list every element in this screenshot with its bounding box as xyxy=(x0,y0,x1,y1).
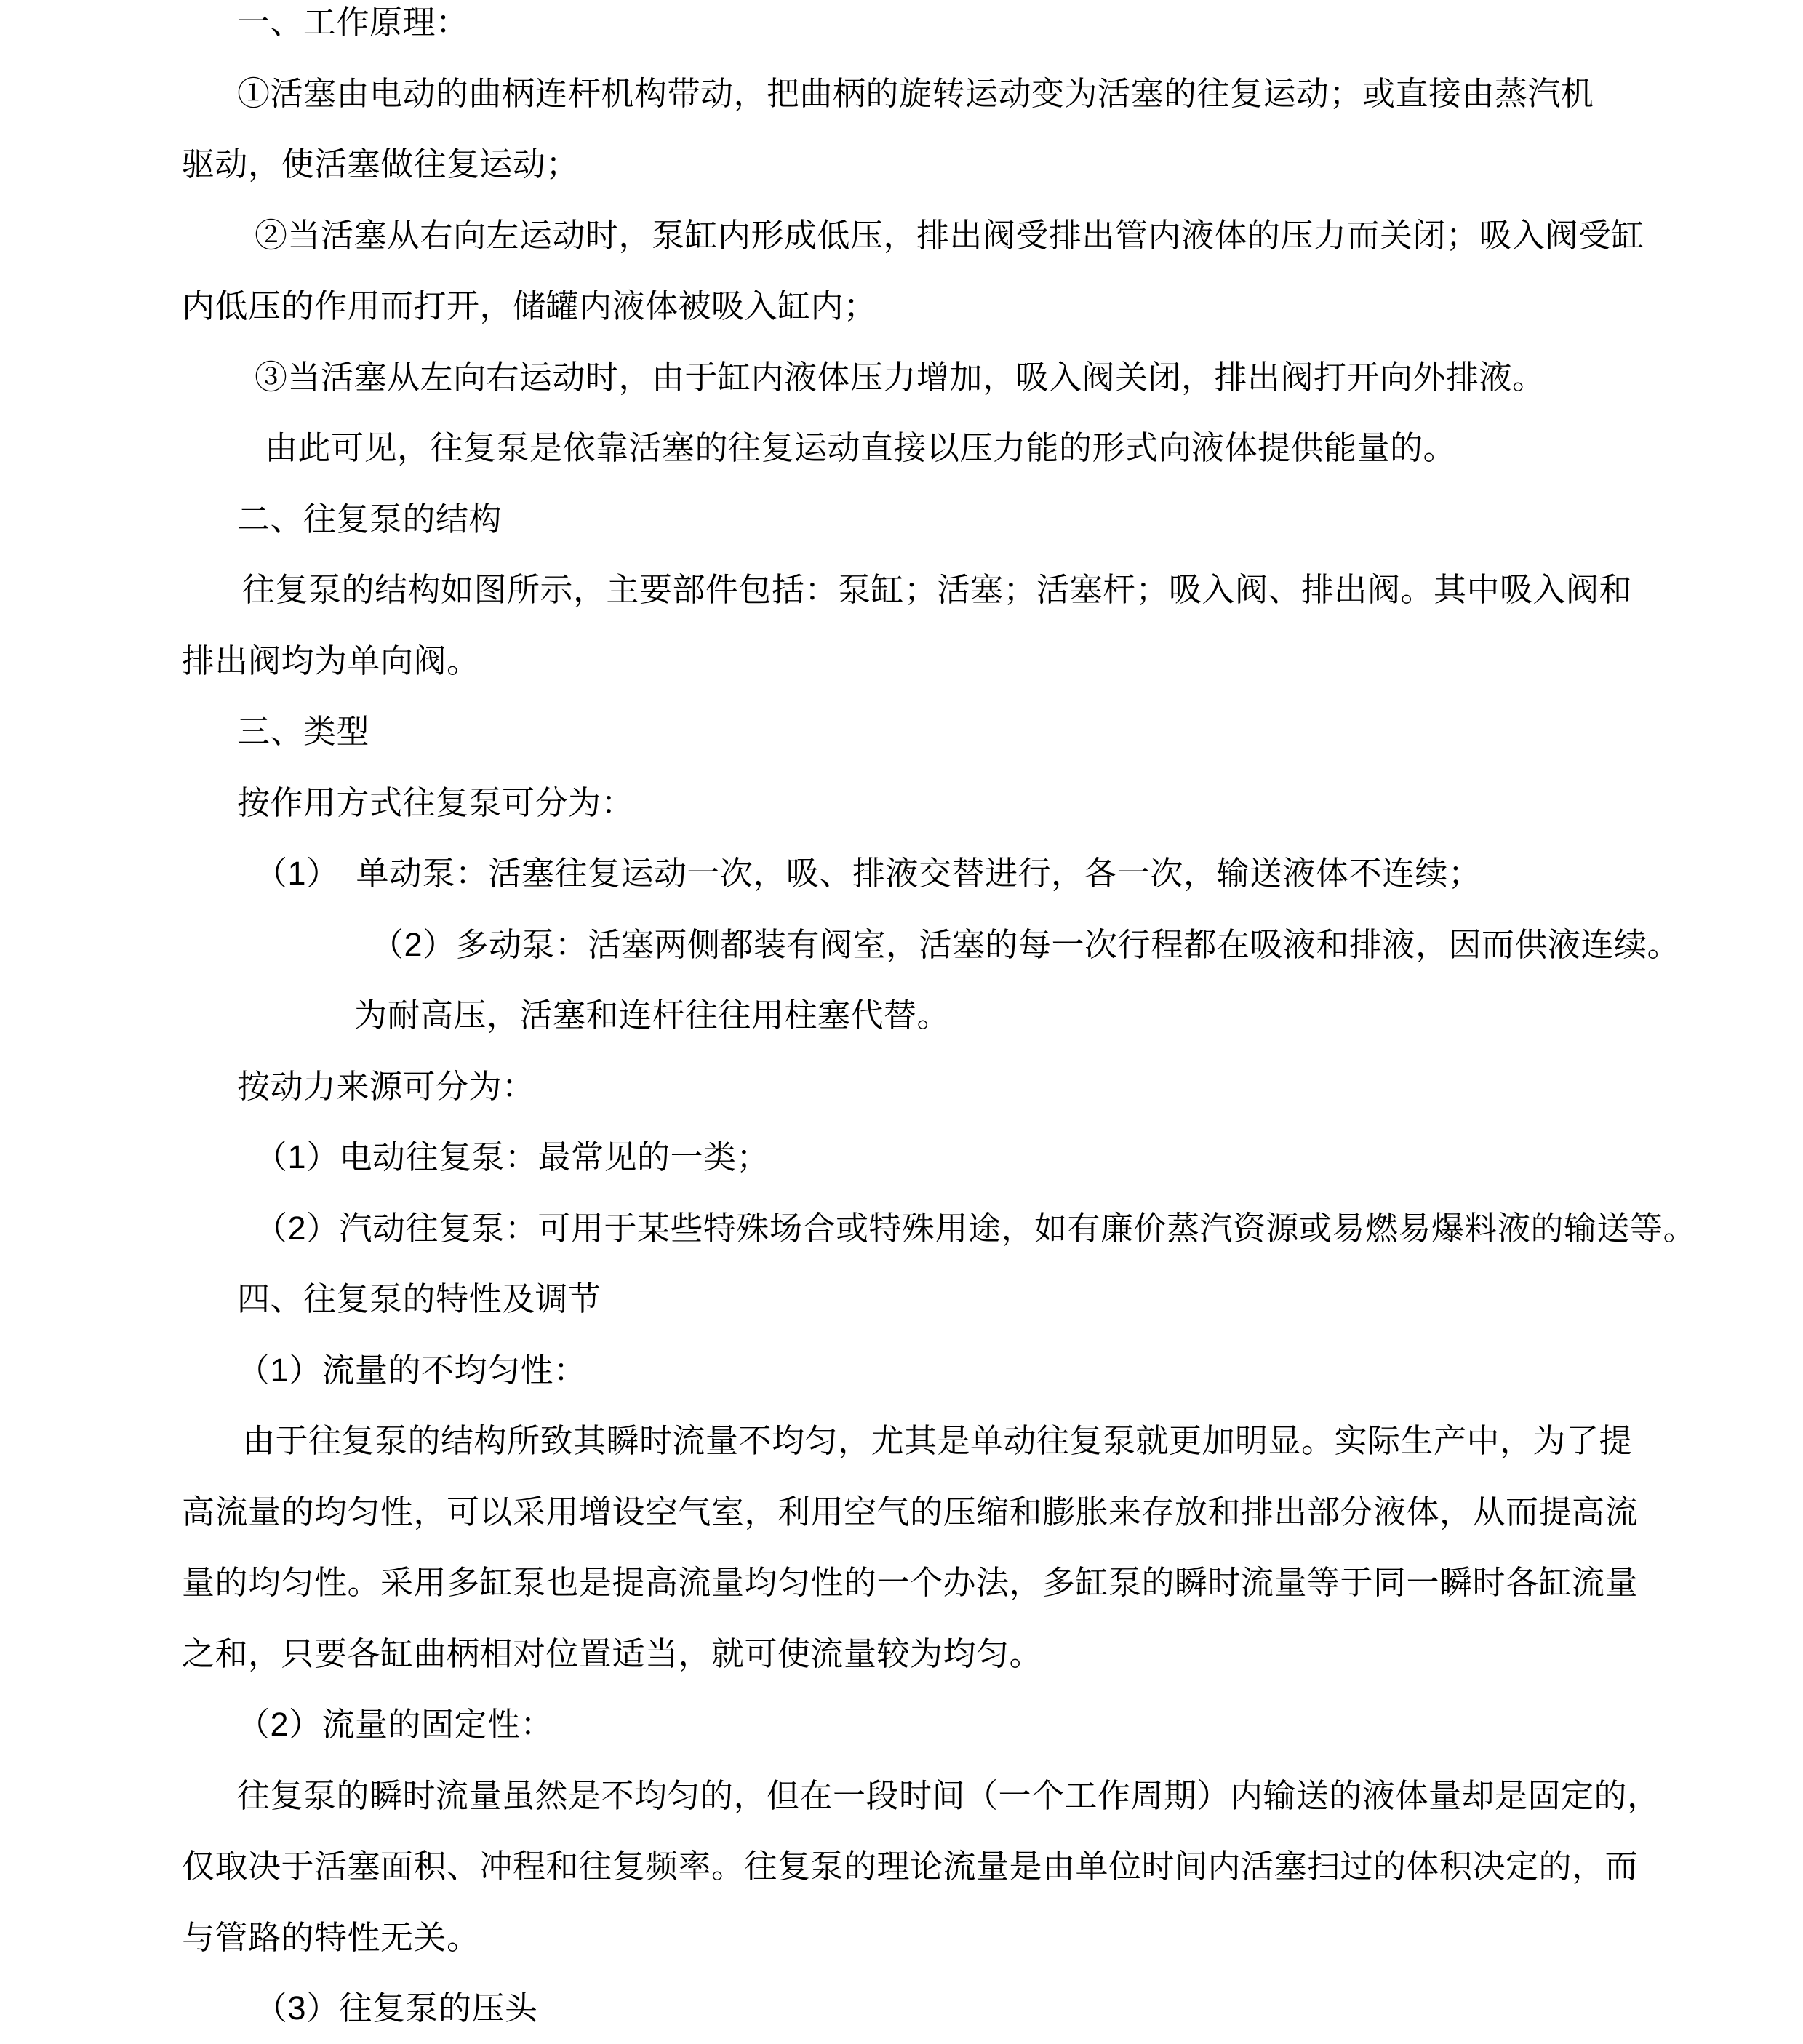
document-line: （3）往复泵的压头 xyxy=(255,1989,538,2027)
document-line: 之和，只要各缸曲柄相对位置适当，就可使流量较为均匀。 xyxy=(182,1634,1043,1672)
document-line: 三、类型 xyxy=(237,713,370,750)
document-line: 一、工作原理： xyxy=(237,4,469,41)
document-line: 驱动，使活塞做往复运动； xyxy=(182,145,580,183)
document-line: （1）电动往复泵：最常见的一类； xyxy=(255,1138,770,1175)
document-line: （2）汽动往复泵：可用于某些特殊场合或特殊用途，如有廉价蒸汽资源或易燃易爆料液的输送等。 xyxy=(255,1209,1697,1247)
document-line: ③当活塞从左向右运动时，由于缸内液体压力增加，吸入阀关闭，排出阀打开向外排液。 xyxy=(255,358,1546,396)
document-line: 由此可见，往复泵是依靠活塞的往复运动直接以压力能的形式向液体提供能量的。 xyxy=(265,429,1457,466)
document-body xyxy=(182,0,1716,2044)
document-line: （1）流量的不均匀性： xyxy=(237,1351,587,1389)
document-line: 由于往复泵的结构所致其瞬时流量不均匀，尤其是单动往复泵就更加明显。实际生产中，为了提 xyxy=(242,1422,1633,1459)
document-line: 二、往复泵的结构 xyxy=(237,500,503,538)
document-line: 为耐高压，活塞和连杆往往用柱塞代替。 xyxy=(354,997,951,1034)
document-line: （2）多动泵：活塞两侧都装有阀室，活塞的每一次行程都在吸液和排液，因而供液连续。 xyxy=(371,925,1681,963)
document-line: 内低压的作用而打开，储罐内液体被吸入缸内； xyxy=(182,287,877,324)
document-line: 仅取决于活塞面积、冲程和往复频率。往复泵的理论流量是由单位时间内活塞扫过的体积决定的，而 xyxy=(182,1848,1639,1885)
document-line: ①活塞由电动的曲柄连杆机构带动，把曲柄的旋转运动变为活塞的往复运动；或直接由蒸汽机 xyxy=(237,74,1594,112)
document-line: （1） 单动泵：活塞往复运动一次，吸、排液交替进行，各一次，输送液体不连续； xyxy=(255,855,1482,892)
document-line: 按动力来源可分为： xyxy=(237,1067,535,1105)
document-line: 排出阀均为单向阀。 xyxy=(182,642,480,679)
document-line: 四、往复泵的特性及调节 xyxy=(237,1280,601,1317)
document-line: 往复泵的结构如图所示，主要部件包括：泵缸；活塞；活塞杆；吸入阀、排出阀。其中吸入阀和 xyxy=(242,571,1633,608)
document-line: 往复泵的瞬时流量虽然是不均匀的，但在一段时间（一个工作周期）内输送的液体量却是固定的， xyxy=(237,1776,1660,1814)
document-line: ②当活塞从右向左运动时，泵缸内形成低压，排出阀受排出管内液体的压力而关闭；吸入阀受缸 xyxy=(255,216,1645,254)
document-line: 与管路的特性无关。 xyxy=(182,1918,480,1956)
document-line: 量的均匀性。采用多缸泵也是提高流量均匀性的一个办法，多缸泵的瞬时流量等于同一瞬时各缸流量 xyxy=(182,1564,1639,1601)
document-line: 按作用方式往复泵可分为： xyxy=(237,783,635,821)
document-line: 高流量的均匀性，可以采用增设空气室，利用空气的压缩和膨胀来存放和排出部分液体，从而提高流 xyxy=(182,1493,1639,1530)
document-line: （2）流量的固定性： xyxy=(237,1706,554,1743)
